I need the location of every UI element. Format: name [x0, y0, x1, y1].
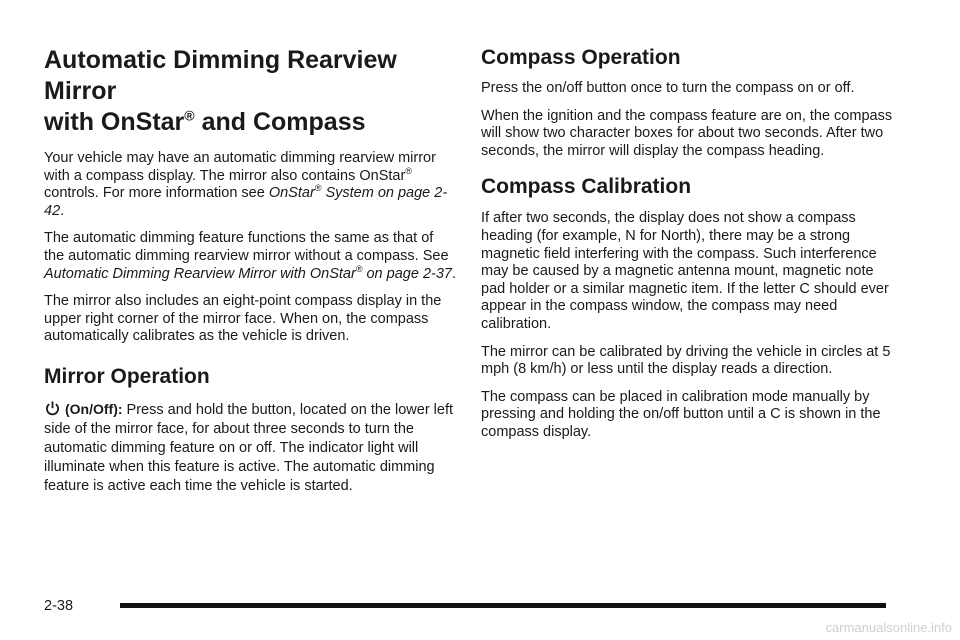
compass-display-paragraph: The mirror also includes an eight-point compass display in the upper right corner of the mirror face. When on, the compass automatically calibrates as the vehicle is driven.: [44, 293, 442, 345]
page-number: 2-38: [44, 598, 74, 614]
calibration-paragraph-2: The mirror can be calibrated by driving the vehicle in circles at 5 mph (8 km/h) or less until the display reads a direction.: [481, 343, 891, 378]
onoff-label: (On/Off):: [65, 400, 123, 417]
title-line-1: Automatic Dimming Rearview Mirror: [44, 46, 397, 105]
intro-end: .: [60, 202, 65, 219]
dimming-end: .: [451, 265, 456, 282]
page-title: [44, 45, 456, 138]
title-line-2a: with OnStar: [44, 108, 185, 136]
compass-toggle-paragraph: Press the on/off button once to turn the compass on or off.: [481, 80, 855, 96]
power-icon: [44, 400, 61, 417]
mirror-reference-link[interactable]: Automatic Dimming Rearview Mirror with OnStar® on page 2-37: [44, 263, 452, 282]
intro-paragraph: [44, 150, 456, 220]
calibration-paragraph-1: If after two seconds, the display does not show a compass heading (for example, N for North), there may be a strong magnetic field interfering with the compass. Such interference may be caused by a magnetic antenna mount, magnetic note pad holder or a similar magnetic item. If the letter C should ever appear in the compass window, the compass may need calibration.: [481, 210, 889, 332]
onoff-text: Press and hold the button, located on the lower left side of the mirror face, for about three seconds to turn the automatic dimming feature on or off. The indicator light will illuminate when this feature is active. The automatic dimming feature is active each time the vehicle is started.: [44, 401, 454, 494]
compass-operation-heading: Compass Operation: [481, 46, 681, 69]
title-line-2b: and Compass: [194, 108, 366, 136]
onstar-reference-link[interactable]: OnStar® System on page 2-42: [44, 183, 448, 219]
registered-mark: ®: [184, 107, 195, 124]
watermark: carmanualsonline.info: [825, 620, 952, 635]
dimming-paragraph: [44, 230, 456, 283]
left-column: [44, 38, 456, 506]
onoff-paragraph: [44, 400, 456, 496]
calibration-paragraph-3: The compass can be placed in calibration mode manually by pressing and holding the on/off button until a C is shown in the compass display.: [481, 388, 881, 440]
intro-text-b: controls. For more information see: [44, 185, 269, 202]
right-column: [481, 38, 893, 452]
compass-ignition-paragraph: When the ignition and the compass feature are on, the compass will show two character boxes for about two seconds. After two seconds, the mirror will display the compass heading.: [481, 107, 893, 159]
dimming-text: The automatic dimming feature functions the same as that of the automatic dimming rearview mirror without a compass. See: [44, 230, 449, 264]
compass-calibration-heading: Compass Calibration: [481, 175, 692, 199]
mirror-operation-heading: Mirror Operation: [44, 364, 210, 388]
footer-rule: [120, 603, 886, 608]
page-footer: [44, 596, 886, 616]
registered-mark: ®: [405, 165, 412, 176]
intro-text-a: Your vehicle may have an automatic dimming rearview mirror with a compass display. The mirror also contains OnStar: [44, 150, 436, 184]
